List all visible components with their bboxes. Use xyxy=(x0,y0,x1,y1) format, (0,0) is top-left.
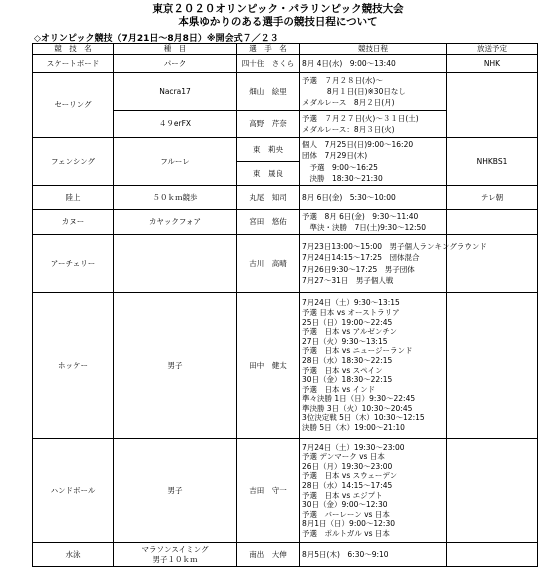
athlete-cell: 吉田 守一 xyxy=(237,439,300,543)
schedule-cell: 8月 6日(金) 5:30～10:00 xyxy=(300,186,447,210)
table-row xyxy=(33,186,538,210)
table-row xyxy=(33,138,538,162)
header-broadcast: 放送予定 xyxy=(447,44,538,55)
event-cell: ハンドボール xyxy=(33,439,114,543)
schedule-cell: 8月 4日(水) 9:00～13:40 xyxy=(300,55,447,73)
event-cell: セーリング xyxy=(33,73,114,138)
section-heading: ◇オリンピック競技（7月21日～8月8日）※開会式７／２３ xyxy=(34,34,279,44)
schedule-cell: 8月5日(木) 6:30～9:10 xyxy=(300,543,447,567)
header-discipline: 種 目 xyxy=(114,44,237,55)
athlete-cell: 畑山 絵里 xyxy=(237,73,300,111)
schedule-cell: 個人 7月25日(日)9:00～16:20 団体 7月29日(木) 予選 9:00～16:25 決勝 18:30～21:30 xyxy=(300,138,447,186)
athlete-cell: 宮田 悠佑 xyxy=(237,210,300,235)
event-cell: 水泳 xyxy=(33,543,114,567)
discipline-cell: 男子 xyxy=(114,293,237,439)
athlete-cell: 古川 高晴 xyxy=(237,235,300,293)
schedule-cell: 予選 ７月２７日(火)～３１日(土) メダルレース：8月３日(火) xyxy=(300,111,447,138)
schedule-cell: 7月24日（土）9:30～13:15 予選 日本 vs オーストラリア 25日（日）19:00～22:45 予選 日本 vs アルゼンチン 27日（火）9:30～13:15 予選 日本 vs ニュージーランド 28日（水）18:30～22:15 予選 日本 vs スペイン 30日（金）18:30～22:15 予選 日本 vs インド 準々決勝 1日（日）9:30～22:45 準決勝 3日（火）10:30～20:45 3位決定戦 5日（木）10:30～12:15 決勝 5日（木）19:00～21:10 xyxy=(300,293,447,439)
table-header-row xyxy=(33,44,538,55)
schedule-cell: 予選 ７月２８日(水)～ 8月１日(日)※30日なし メダルレース 8月２日(月) xyxy=(300,73,447,111)
event-cell: フェンシング xyxy=(33,138,114,186)
broadcast-cell xyxy=(447,73,538,138)
table-row xyxy=(33,293,538,439)
discipline-cell: フルーレ xyxy=(114,138,237,186)
broadcast-cell xyxy=(447,210,538,235)
event-cell: アーチェリー xyxy=(33,235,114,293)
table-row xyxy=(33,73,538,111)
discipline-cell: ５０ｋｍ競歩 xyxy=(114,186,237,210)
athlete-cell: 田中 健太 xyxy=(237,293,300,439)
discipline-cell: ４９erFX xyxy=(114,111,237,138)
document-title: 東京２０２０オリンピック・パラリンピック競技大会 xyxy=(152,3,404,15)
broadcast-cell xyxy=(447,439,538,543)
discipline-cell: カヤックフォア xyxy=(114,210,237,235)
event-cell: ホッケー xyxy=(33,293,114,439)
broadcast-cell xyxy=(447,293,538,439)
table-row xyxy=(33,55,538,73)
discipline-cell: パーク xyxy=(114,55,237,73)
athlete-cell: 四十住 さくら xyxy=(237,55,300,73)
broadcast-cell xyxy=(447,543,538,567)
table-row xyxy=(33,235,538,293)
table-row xyxy=(33,543,538,567)
schedule-cell: 予選 8月 6日(金) 9:30～11:40 準決・決勝 7日(土)9:30～12:50 xyxy=(300,210,447,235)
header-event: 競 技 名 xyxy=(33,44,114,55)
broadcast-cell: NHK xyxy=(447,55,538,73)
table-row xyxy=(33,439,538,543)
discipline-cell: マラソンスイミング 男子１０ｋｍ xyxy=(114,543,237,567)
discipline-cell: Nacra17 xyxy=(114,73,237,111)
event-cell: 陸上 xyxy=(33,186,114,210)
athlete-cell: 丸尾 知司 xyxy=(237,186,300,210)
athlete-cell: 東 莉央 xyxy=(237,138,300,162)
discipline-cell xyxy=(114,235,237,293)
event-cell: スケートボード xyxy=(33,55,114,73)
athlete-cell: 東 晟良 xyxy=(237,162,300,186)
athlete-cell: 高野 芹奈 xyxy=(237,111,300,138)
athlete-cell: 南出 大伸 xyxy=(237,543,300,567)
event-cell: カヌー xyxy=(33,210,114,235)
schedule-table xyxy=(32,43,538,567)
broadcast-cell: NHKBS1 xyxy=(447,138,538,186)
schedule-cell: 7月23日13:00～15:00 男子個人ランキングラウンド 7月24日14:15～17:25 団体混合 7月26日9:30～17:25 男子団体 7月27～31日 男子個人戦 xyxy=(300,235,447,293)
header-athlete: 選 手 名 xyxy=(237,44,300,55)
schedule-cell: 7月24日（土）19:30～23:00 予選 デンマーク vs 日本 26日（月）19:30～23:00 予選 日本 vs スウェーデン 28日（水）14:15～17:45 予選 日本 vs エジプト 30日（金）9:00～12:30 予選 バーレーン vs 日本 8月1日（日）9:00～12:30 予選 ポルトガル vs 日本 xyxy=(300,439,447,543)
broadcast-cell: テレ朝 xyxy=(447,186,538,210)
discipline-cell: 男子 xyxy=(114,439,237,543)
document-subtitle: 本県ゆかりのある選手の競技日程について xyxy=(178,16,378,28)
header-schedule: 競技日程 xyxy=(300,44,447,55)
table-row xyxy=(33,210,538,235)
